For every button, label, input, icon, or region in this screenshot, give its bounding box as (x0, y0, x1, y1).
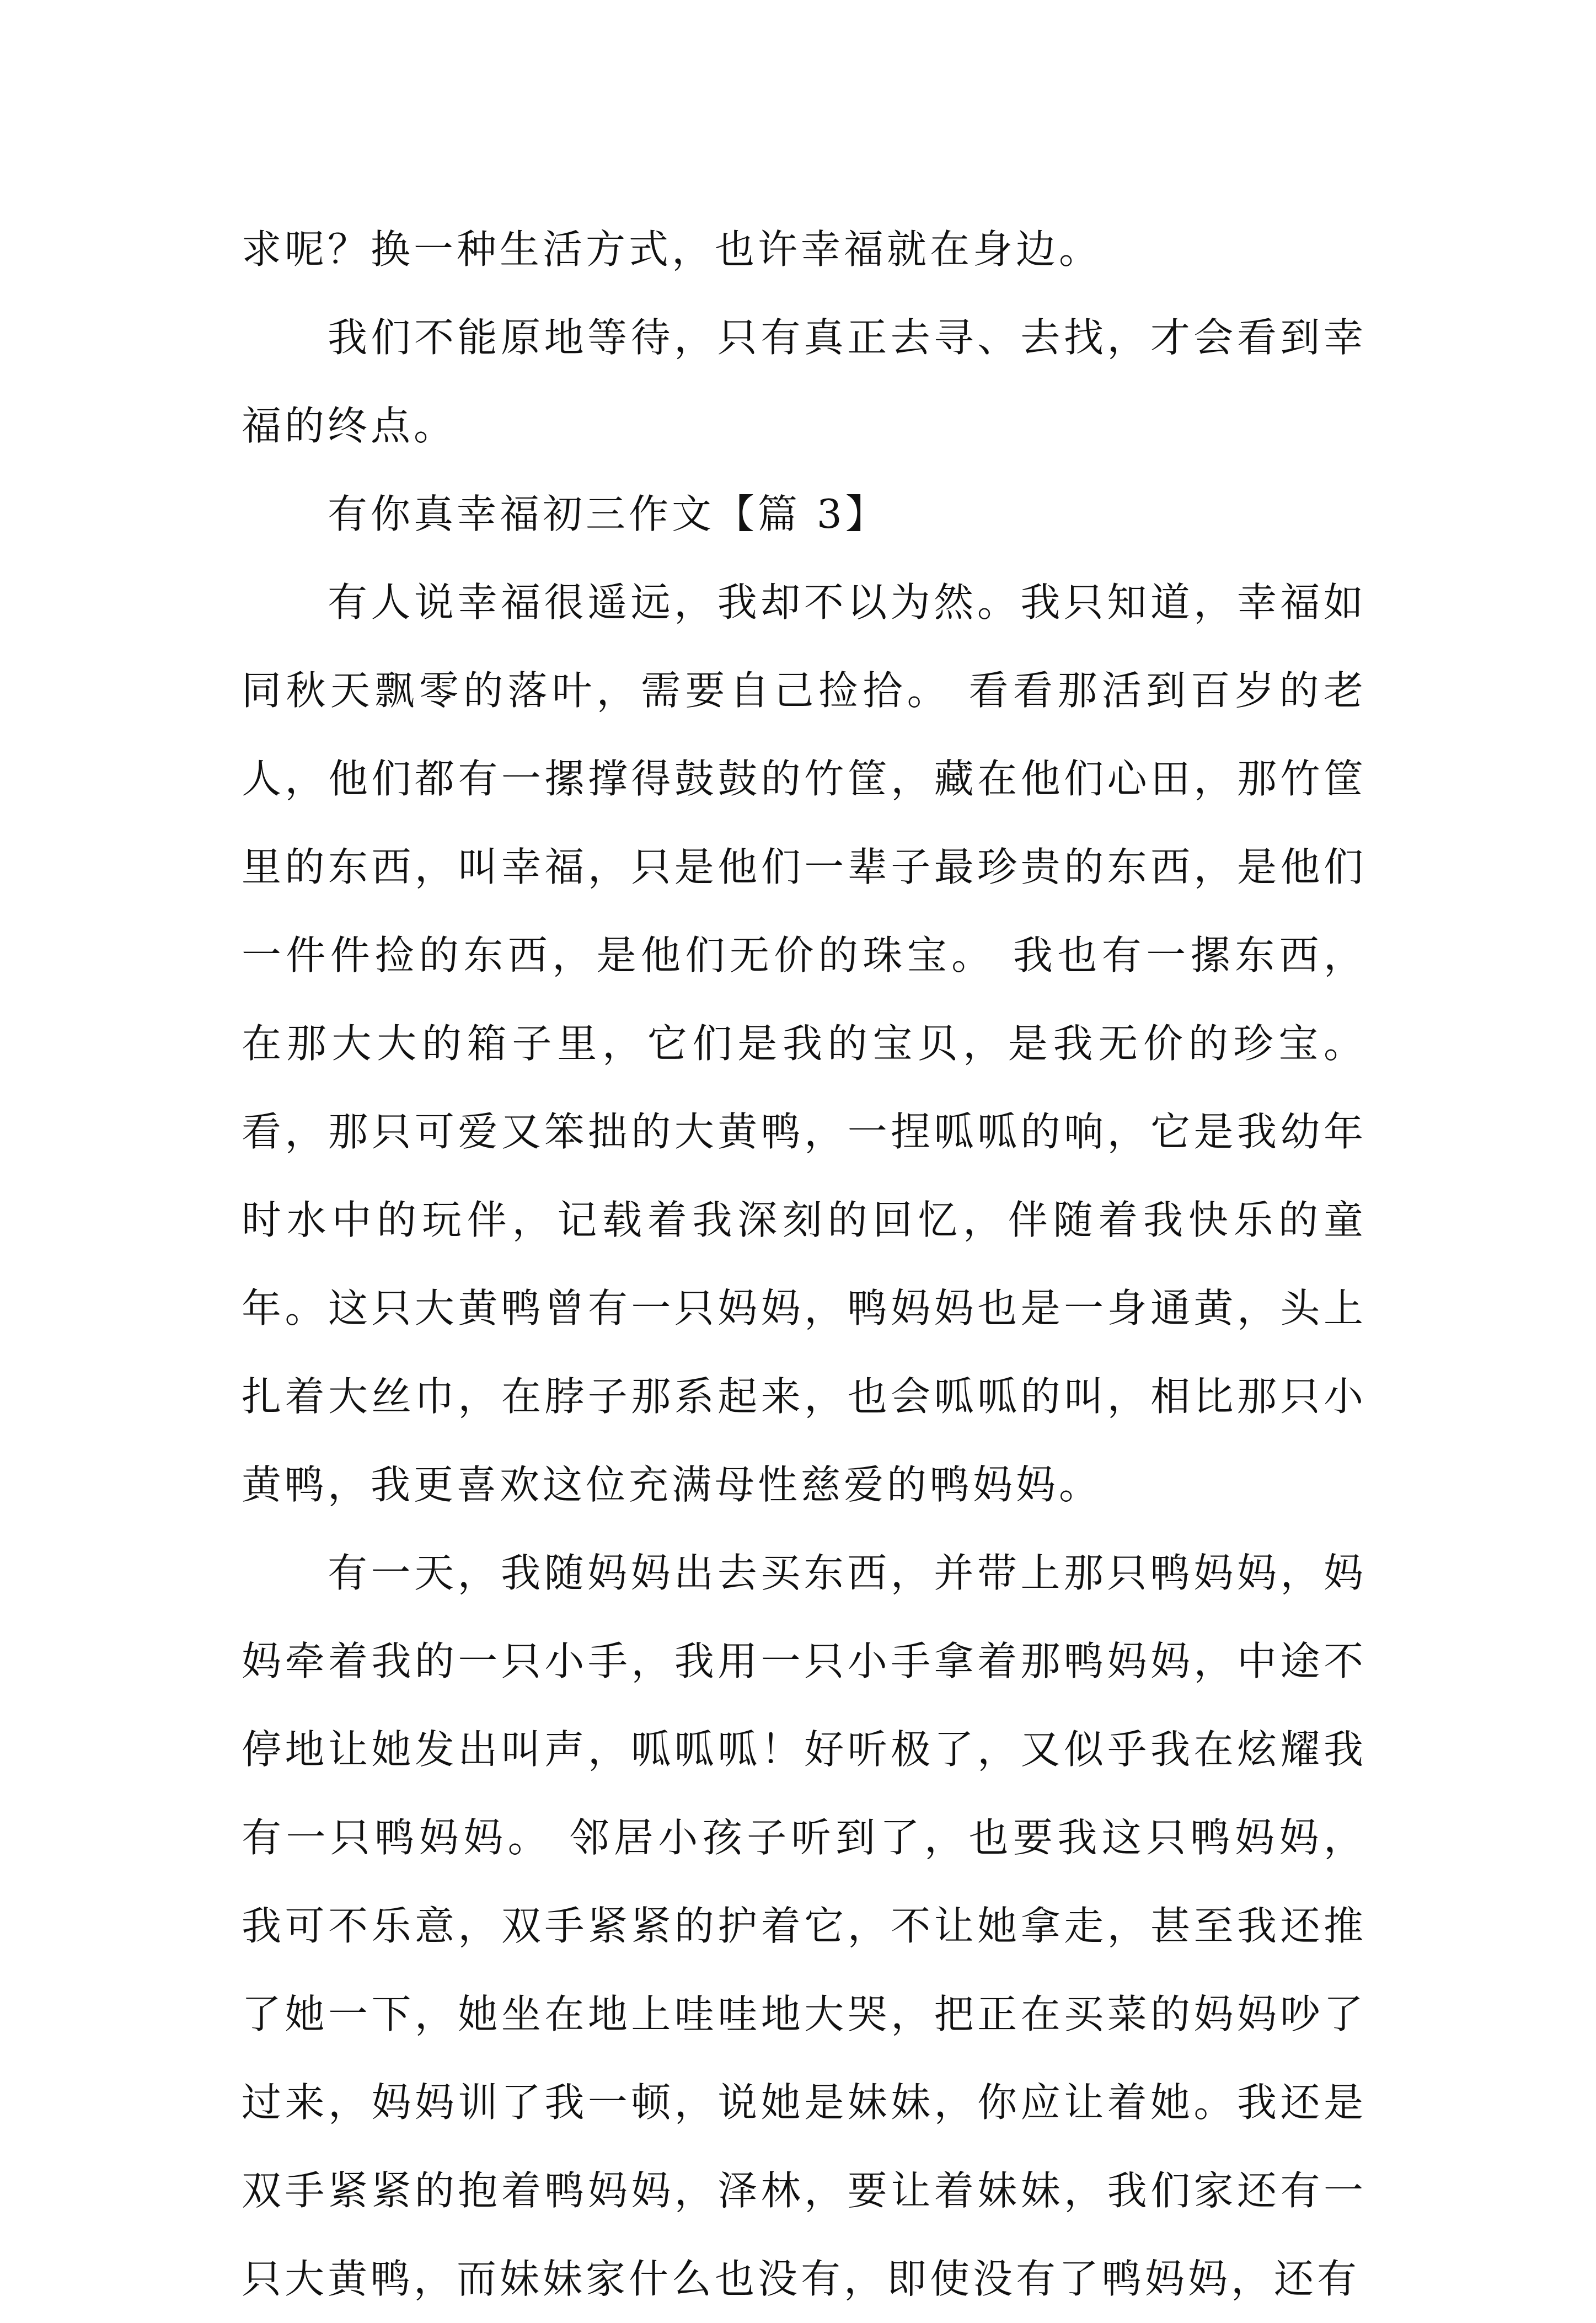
paragraph-happiness-far: 有人说幸福很遥远，我却不以为然。我只知道，幸福如同秋天飘零的落叶，需要自己捡拾。 看看那活到百岁的老人，他们都有一摞撑得鼓鼓的竹筐，藏在他们心田，那竹筐里的东西，叫幸福，只是他们一辈子最珍贵的东西，是他们一件件捡的东西，是他们无价的珠宝。 我也有一摞东西，在那大大的箱子里，它们是我的宝贝，是我无价的珍宝。看，那只可爱又笨拙的大黄鸭，一捏呱呱的响，它是我幼年时水中的玩伴，记载着我深刻的回忆，伴随着我快乐的童年。这只大黄鸭曾有一只妈妈，鸭妈妈也是一身通黄，头上扎着大丝巾，在脖子那系起来，也会呱呱的叫，相比那只小黄鸭，我更喜欢这位充满母性慈爱的鸭妈妈。 (242, 579, 1367, 1508)
paragraph-one-day: 有一天，我随妈妈出去买东西，并带上那只鸭妈妈，妈妈牵着我的一只小手，我用一只小手拿着那鸭妈妈，中途不停地让她发出叫声，呱呱呱！好听极了，又似乎我在炫耀我有一只鸭妈妈。 邻居小孩子听到了，也要我这只鸭妈妈，我可不乐意，双手紧紧的护着它，不让她拿走，甚至我还推了她一下，她坐在地上哇哇地大哭，把正在买菜的妈妈吵了过来，妈妈训了我一顿，说她是妹妹，你应让着她。我还是双手紧紧的抱着鸭妈妈，泽林，要让着妹妹，我们家还有一只大黄鸭，而妹妹家什么也没有，即使没有了鸭妈妈，还有 (242, 1550, 1367, 2302)
section-heading: 有你真幸福初三作文【篇 3】 (328, 491, 888, 537)
paragraph-continuation: 求呢？换一种生活方式，也许幸福就在身边。 (242, 226, 1102, 272)
paragraph-waiting: 我们不能原地等待，只有真正去寻、去找，才会看到幸福的终点。 (242, 314, 1367, 449)
document-page (242, 205, 1367, 2323)
